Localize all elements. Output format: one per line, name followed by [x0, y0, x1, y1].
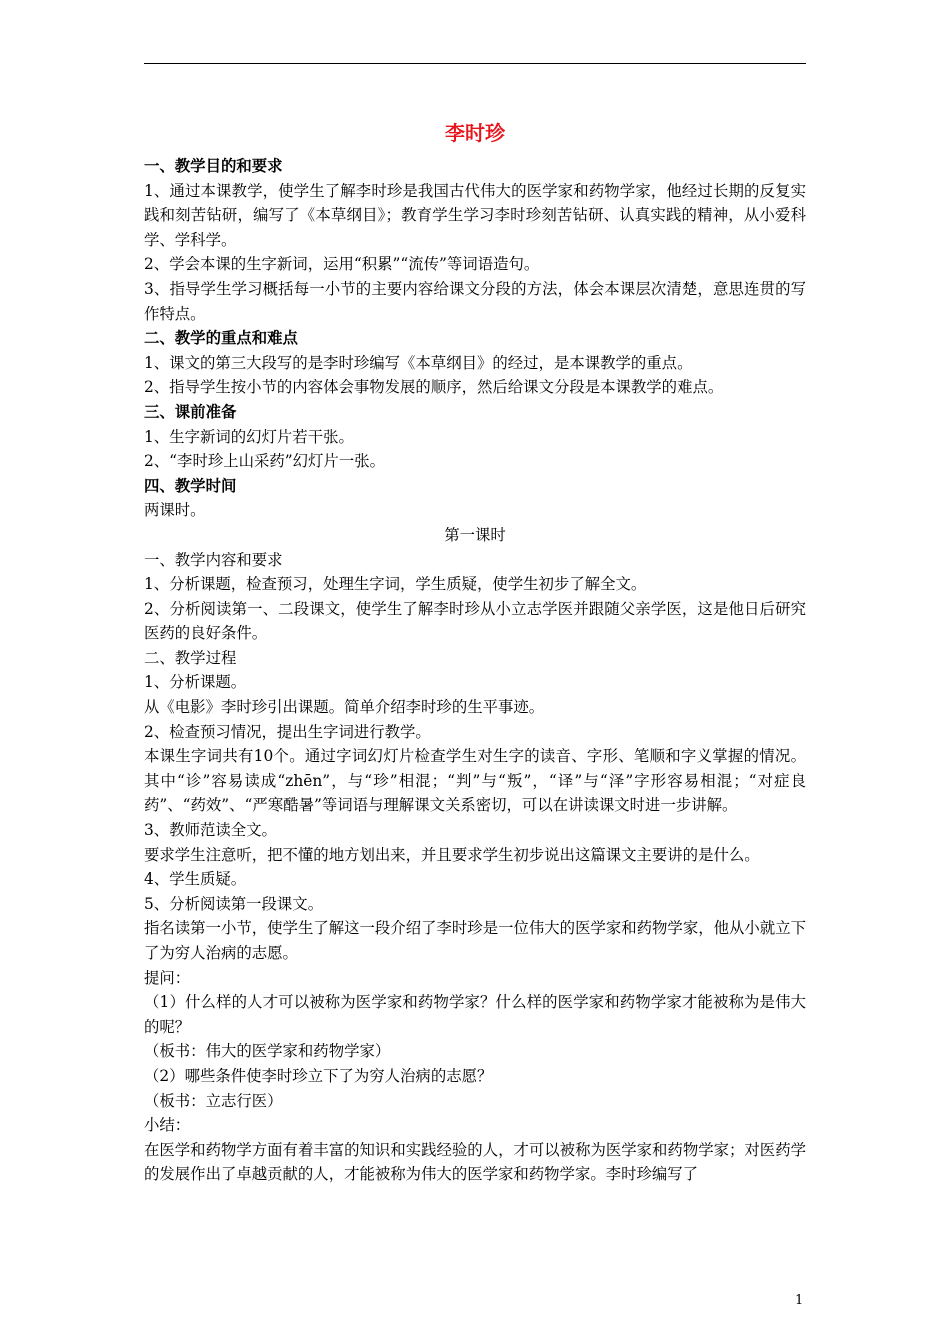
- lesson-line: 一、教学内容和要求: [144, 550, 283, 569]
- paragraph: 2、“李时珍上山采药”幻灯片一张。: [144, 452, 385, 471]
- page-number: 1: [795, 1293, 804, 1308]
- lesson-line: 1、分析课题，检查预习，处理生字词，学生质疑，使学生初步了解全文。: [144, 575, 647, 594]
- lesson-line: （2）哪些条件使李时珍立下了为穷人治病的志愿？: [144, 1066, 493, 1085]
- lesson-line: 本课生字词共有10个。通过字词幻灯片检查学生对生字的读音、字形、笔顺和字义掌握的情况。其中“诊”容易读成“zhēn”，与“珍”相混；“判”与“叛”，“译”与“泽”字形容易相混；“对症良药”、“药效”、“严寒酷暑”等词语与理解课文关系密切，可以在讲读课文时进一步讲解。: [144, 747, 806, 815]
- section-heading: 一、教学目的和要求: [144, 157, 283, 175]
- paragraph: 1、课文的第三大段写的是李时珍编写《本草纲目》的经过，是本课教学的重点。: [144, 353, 693, 372]
- lesson-line: 二、教学过程: [144, 648, 237, 667]
- lesson-content: [144, 548, 806, 1187]
- lesson-line: 3、教师范读全文。: [144, 821, 277, 840]
- lesson-line: 从《电影》李时珍引出课题。简单介绍李时珍的生平事迹。: [144, 698, 545, 717]
- section-heading: 四、教学时间: [144, 476, 237, 495]
- lesson-line: （板书：立志行医）: [144, 1091, 283, 1110]
- lesson-title: 第一课时: [444, 525, 506, 544]
- section-heading: 二、教学的重点和难点: [144, 329, 298, 348]
- document-body: [144, 118, 806, 1187]
- lesson-line: （板书：伟大的医学家和药物学家）: [144, 1042, 391, 1061]
- paragraph: 2、指导学生按小节的内容体会事物发展的顺序，然后给课文分段是本课教学的难点。: [144, 378, 724, 397]
- lesson-line: 1、分析课题。: [144, 673, 247, 692]
- lesson-line: 2、检查预习情况，提出生字词进行教学。: [144, 722, 431, 741]
- lesson-line: 5、分析阅读第一段课文。: [144, 894, 324, 913]
- lesson-line: 在医学和药物学方面有着丰富的知识和实践经验的人，才可以被称为医学家和药物学家；对医药学的发展作出了卓越贡献的人，才能被称为伟大的医学家和药物学家。李时珍编写了: [144, 1140, 806, 1184]
- lesson-line: 2、分析阅读第一、二段课文，使学生了解李时珍从小立志学医并跟随父亲学医，这是他日后研究医药的良好条件。: [144, 599, 806, 643]
- paragraph: 1、通过本课教学，使学生了解李时珍是我国古代伟大的医学家和药物学家，他经过长期的反复实践和刻苦钻研，编写了《本草纲目》；教育学生学习李时珍刻苦钻研、认真实践的精神，从小爱科学、学科学。: [144, 181, 806, 249]
- lesson-line: 提问：: [144, 968, 191, 987]
- lesson-line: 要求学生注意听，把不懂的地方划出来，并且要求学生初步说出这篇课文主要讲的是什么。: [144, 845, 760, 864]
- section-preparation: [144, 400, 806, 474]
- lesson-line: 指名读第一小节，使学生了解这一段介绍了李时珍是一位伟大的医学家和药物学家，他从小就立下了为穷人治病的志愿。: [144, 919, 806, 962]
- header-rule: [144, 63, 806, 64]
- section-focus: [144, 326, 806, 400]
- section-goals: [144, 154, 806, 326]
- lesson-line: 4、学生质疑。: [144, 870, 247, 889]
- lesson-line: （1）什么样的人才可以被称为医学家和药物学家？什么样的医学家和药物学家才能被称为是伟大的呢？: [144, 993, 806, 1036]
- paragraph: 1、生字新词的幻灯片若干张。: [144, 427, 354, 446]
- section-heading: 三、课前准备: [144, 402, 237, 421]
- section-time: [144, 474, 806, 523]
- paragraph: 两课时。: [144, 501, 206, 520]
- paragraph: 3、指导学生学习概括每一小节的主要内容给课文分段的方法，体会本课层次清楚，意思连贯的写作特点。: [144, 279, 806, 323]
- lesson-line: 小结：: [144, 1116, 191, 1135]
- paragraph: 2、学会本课的生字新词，运用“积累”“流传”等词语造句。: [144, 255, 540, 274]
- document-title: 李时珍: [445, 121, 505, 145]
